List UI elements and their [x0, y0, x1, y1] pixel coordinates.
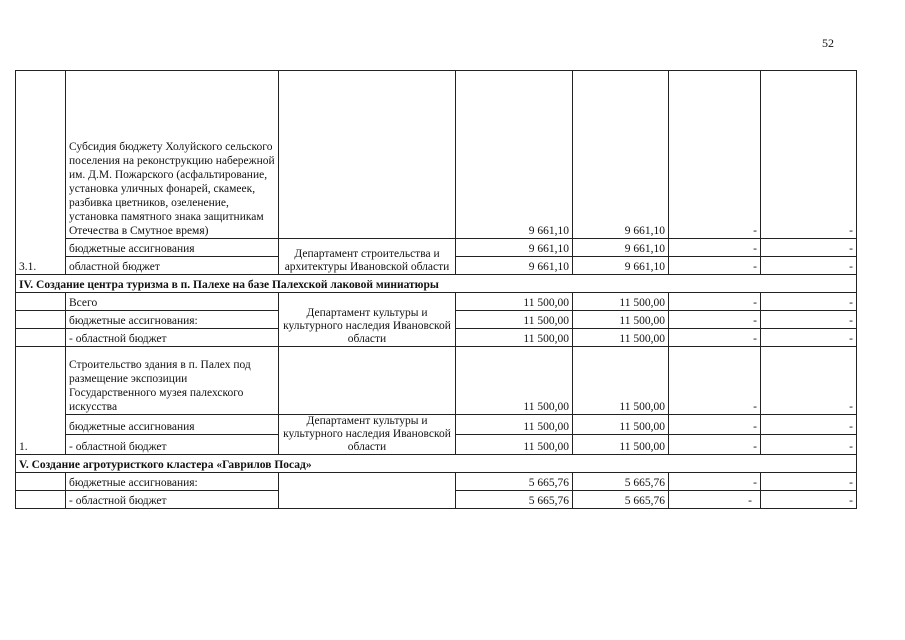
amount-cell: -	[669, 239, 761, 257]
amount-cell: -	[669, 473, 761, 491]
amount-cell: 11 500,00	[456, 347, 573, 415]
item-number-cell: 1.	[16, 347, 66, 455]
amount-cell: -	[761, 257, 857, 275]
description-cell: Строительство здания в п. Палех под размещение экспозиции Государственного музея палехского искусства	[66, 347, 279, 415]
row-label: Всего	[66, 293, 279, 311]
table-row	[16, 347, 857, 415]
amount-cell: 11 500,00	[456, 293, 573, 311]
amount-cell: -	[761, 329, 857, 347]
amount-cell: 11 500,00	[456, 435, 573, 455]
amount-cell: -	[669, 311, 761, 329]
table-row	[16, 473, 857, 491]
amount-cell: -	[761, 239, 857, 257]
amount-cell: 9 661,10	[456, 239, 573, 257]
amount-cell: -	[669, 347, 761, 415]
amount-cell: 5 665,76	[456, 491, 573, 509]
amount-cell: 11 500,00	[456, 311, 573, 329]
amount-cell: 9 661,10	[573, 257, 669, 275]
item-number-cell	[16, 491, 66, 509]
amount-cell: 11 500,00	[573, 311, 669, 329]
amount-cell: 5 665,76	[573, 491, 669, 509]
amount-cell: -	[669, 329, 761, 347]
amount-cell: 11 500,00	[573, 329, 669, 347]
amount-cell: 5 665,76	[456, 473, 573, 491]
amount-cell: -	[669, 293, 761, 311]
description-cell: Субсидия бюджету Холуйского сельского поселения на реконструкцию набережной им. Д.М. Пожарского (асфальтирование, установка уличных фонарей, скамеек, разбивка цветников, озеленение, установка памятного знака защитникам Отечества в Смутное время)	[66, 71, 279, 239]
item-number-cell	[16, 311, 66, 329]
amount-cell: -	[669, 491, 761, 509]
amount-cell: 9 661,10	[573, 239, 669, 257]
amount-cell: 11 500,00	[573, 415, 669, 435]
budget-table	[15, 70, 857, 509]
row-label: бюджетные ассигнования:	[66, 311, 279, 329]
table-row	[16, 239, 857, 257]
amount-cell: 9 661,10	[573, 71, 669, 239]
section-header-row	[16, 455, 857, 473]
amount-cell: -	[761, 415, 857, 435]
page-number: 52	[822, 36, 834, 50]
row-label: бюджетные ассигнования	[66, 239, 279, 257]
amount-cell: -	[761, 71, 857, 239]
section-header-row	[16, 275, 857, 293]
table-row	[16, 71, 857, 239]
amount-cell: 11 500,00	[456, 329, 573, 347]
amount-cell: -	[669, 71, 761, 239]
section-title: IV. Создание центра туризма в п. Палехе на базе Палехской лаковой миниатюры	[16, 275, 857, 293]
amount-cell: 11 500,00	[573, 347, 669, 415]
amount-cell: -	[761, 347, 857, 415]
table-row	[16, 293, 857, 311]
amount-cell: -	[761, 491, 857, 509]
department-cell	[279, 473, 456, 509]
item-number-cell: 3.1.	[16, 71, 66, 275]
department-cell: Департамент строительства и архитектуры Ивановской области	[279, 239, 456, 275]
department-cell: Департамент культуры и культурного наследия Ивановской области	[279, 293, 456, 347]
amount-cell: -	[761, 473, 857, 491]
item-number-cell	[16, 473, 66, 491]
amount-cell: 11 500,00	[456, 415, 573, 435]
row-label: - областной бюджет	[66, 435, 279, 455]
table-row	[16, 415, 857, 435]
department-cell: Департамент культуры и культурного наследия Ивановской области	[279, 415, 456, 455]
department-cell	[279, 71, 456, 239]
amount-cell: 9 661,10	[456, 257, 573, 275]
amount-cell: -	[669, 415, 761, 435]
amount-cell: 11 500,00	[573, 435, 669, 455]
row-label: бюджетные ассигнования	[66, 415, 279, 435]
amount-cell: -	[669, 257, 761, 275]
row-label: областной бюджет	[66, 257, 279, 275]
row-label: - областной бюджет	[66, 491, 279, 509]
amount-cell: -	[761, 311, 857, 329]
item-number-cell	[16, 293, 66, 311]
amount-cell: -	[761, 435, 857, 455]
row-label: - областной бюджет	[66, 329, 279, 347]
row-label: бюджетные ассигнования:	[66, 473, 279, 491]
amount-cell: 5 665,76	[573, 473, 669, 491]
department-cell	[279, 347, 456, 415]
amount-cell: 11 500,00	[573, 293, 669, 311]
amount-cell: -	[669, 435, 761, 455]
section-title: V. Создание агротуристкого кластера «Гаврилов Посад»	[16, 455, 857, 473]
item-number-cell	[16, 329, 66, 347]
amount-cell: 9 661,10	[456, 71, 573, 239]
amount-cell: -	[761, 293, 857, 311]
